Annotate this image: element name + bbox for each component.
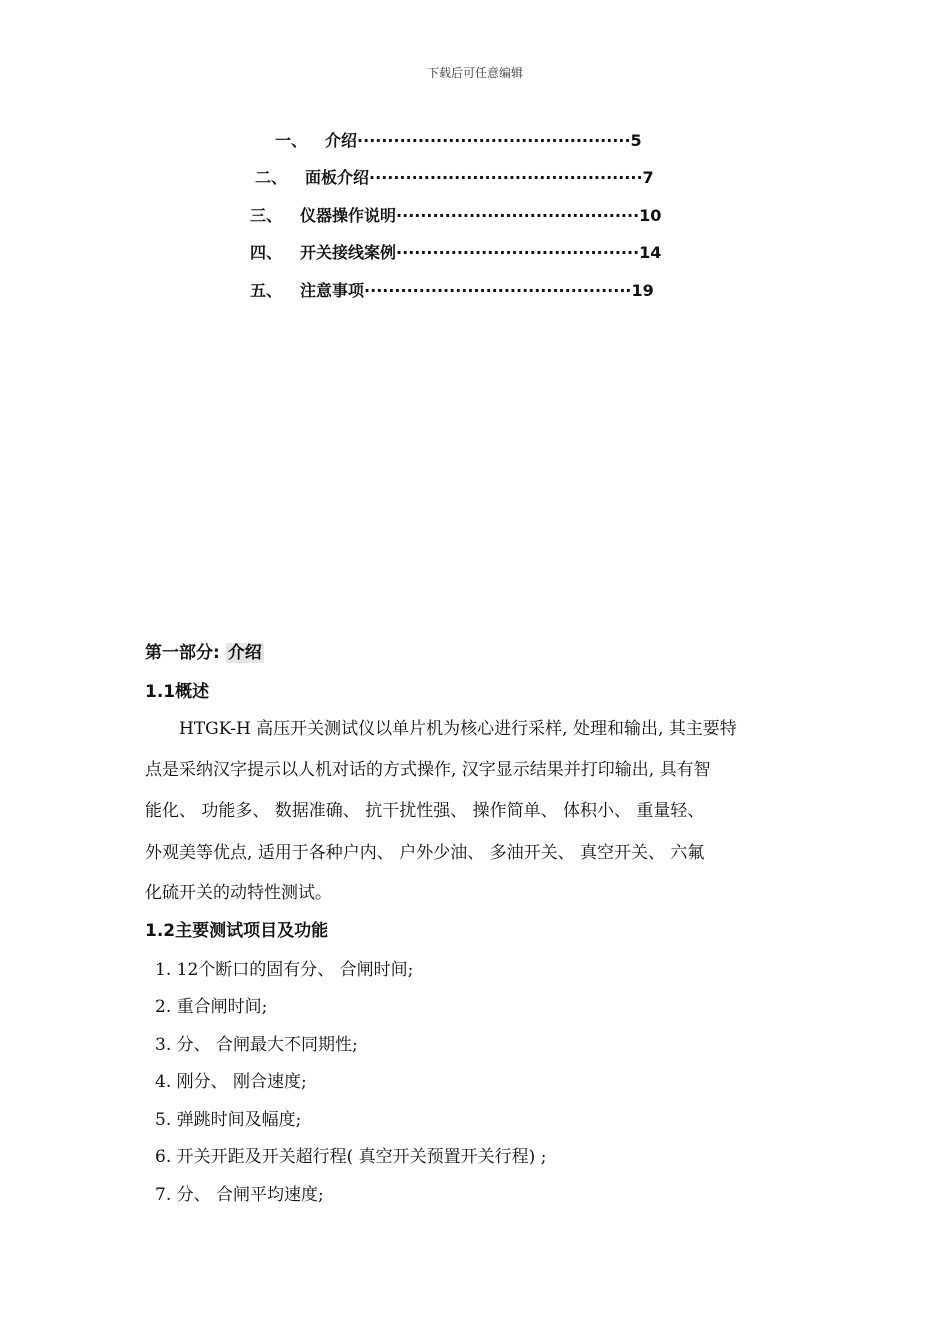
toc-entry-4[interactable] — [250, 240, 661, 263]
toc-title: 面板介绍 — [305, 168, 370, 187]
list-item: 1. 12个断口的固有分、 合闸时间; — [155, 960, 414, 980]
toc-title: 注意事项 — [300, 281, 365, 300]
list-item: 2. 重合闸时间; — [155, 997, 268, 1017]
toc-page: 10 — [639, 206, 662, 225]
paragraph-line: 外观美等优点, 适用于各种户内、 户外少油、 多油开关、 真空开关、 六氟 — [145, 843, 705, 863]
paragraph-line: HTGK-H 高压开关测试仪以单片机为核心进行采样, 处理和输出, 其主要特 — [145, 719, 737, 739]
part-title — [145, 638, 264, 663]
toc-title: 仪器操作说明 — [300, 206, 397, 225]
paragraph-line: 能化、 功能多、 数据准确、 抗干扰性强、 操作简单、 体积小、 重量轻、 — [145, 801, 705, 821]
toc-number: 四、 — [250, 243, 283, 262]
list-item: 3. 分、 合闸最大不同期性; — [155, 1035, 358, 1055]
toc-entry-3[interactable] — [250, 203, 661, 226]
section-1-1-title: 1.1概述 — [145, 682, 210, 702]
header-note: 下载后可任意编辑 — [426, 66, 523, 80]
list-item: 7. 分、 合闸平均速度; — [155, 1185, 324, 1205]
list-item: 6. 开关开距及开关超行程( 真空开关预置开关行程) ; — [155, 1147, 547, 1167]
toc-page: 7 — [642, 168, 654, 187]
toc-leader: ········································ — [396, 206, 640, 225]
toc-number: 一、 — [275, 131, 308, 150]
toc-entry-5[interactable] — [250, 278, 654, 301]
part-title-prefix: 第一部分: — [145, 643, 220, 663]
paragraph-line: 化硫开关的动特性测试。 — [145, 883, 332, 903]
part-title-highlight: 介绍 — [227, 643, 262, 663]
toc-title: 介绍 — [325, 131, 358, 150]
toc-leader: ········································ — [396, 243, 640, 262]
toc-leader: ············································ — [364, 281, 632, 300]
toc-number: 三、 — [250, 206, 283, 225]
toc-leader: ············································· — [357, 131, 631, 150]
toc-number: 五、 — [250, 281, 283, 300]
list-item: 5. 弹跳时间及幅度; — [155, 1110, 302, 1130]
toc-page: 14 — [639, 243, 662, 262]
paragraph-line: 点是采纳汉字提示以人机对话的方式操作, 汉字显示结果并打印输出, 具有智 — [145, 760, 711, 780]
toc-title: 开关接线案例 — [300, 243, 397, 262]
toc-page: 19 — [631, 281, 654, 300]
section-1-2-title: 1.2主要测试项目及功能 — [145, 921, 329, 941]
toc-entry-1[interactable] — [275, 128, 642, 151]
toc-leader: ············································· — [369, 168, 643, 187]
list-item: 4. 刚分、 刚合速度; — [155, 1072, 307, 1092]
toc-page: 5 — [630, 131, 642, 150]
toc-number: 二、 — [255, 168, 288, 187]
toc-entry-2[interactable] — [255, 165, 654, 188]
